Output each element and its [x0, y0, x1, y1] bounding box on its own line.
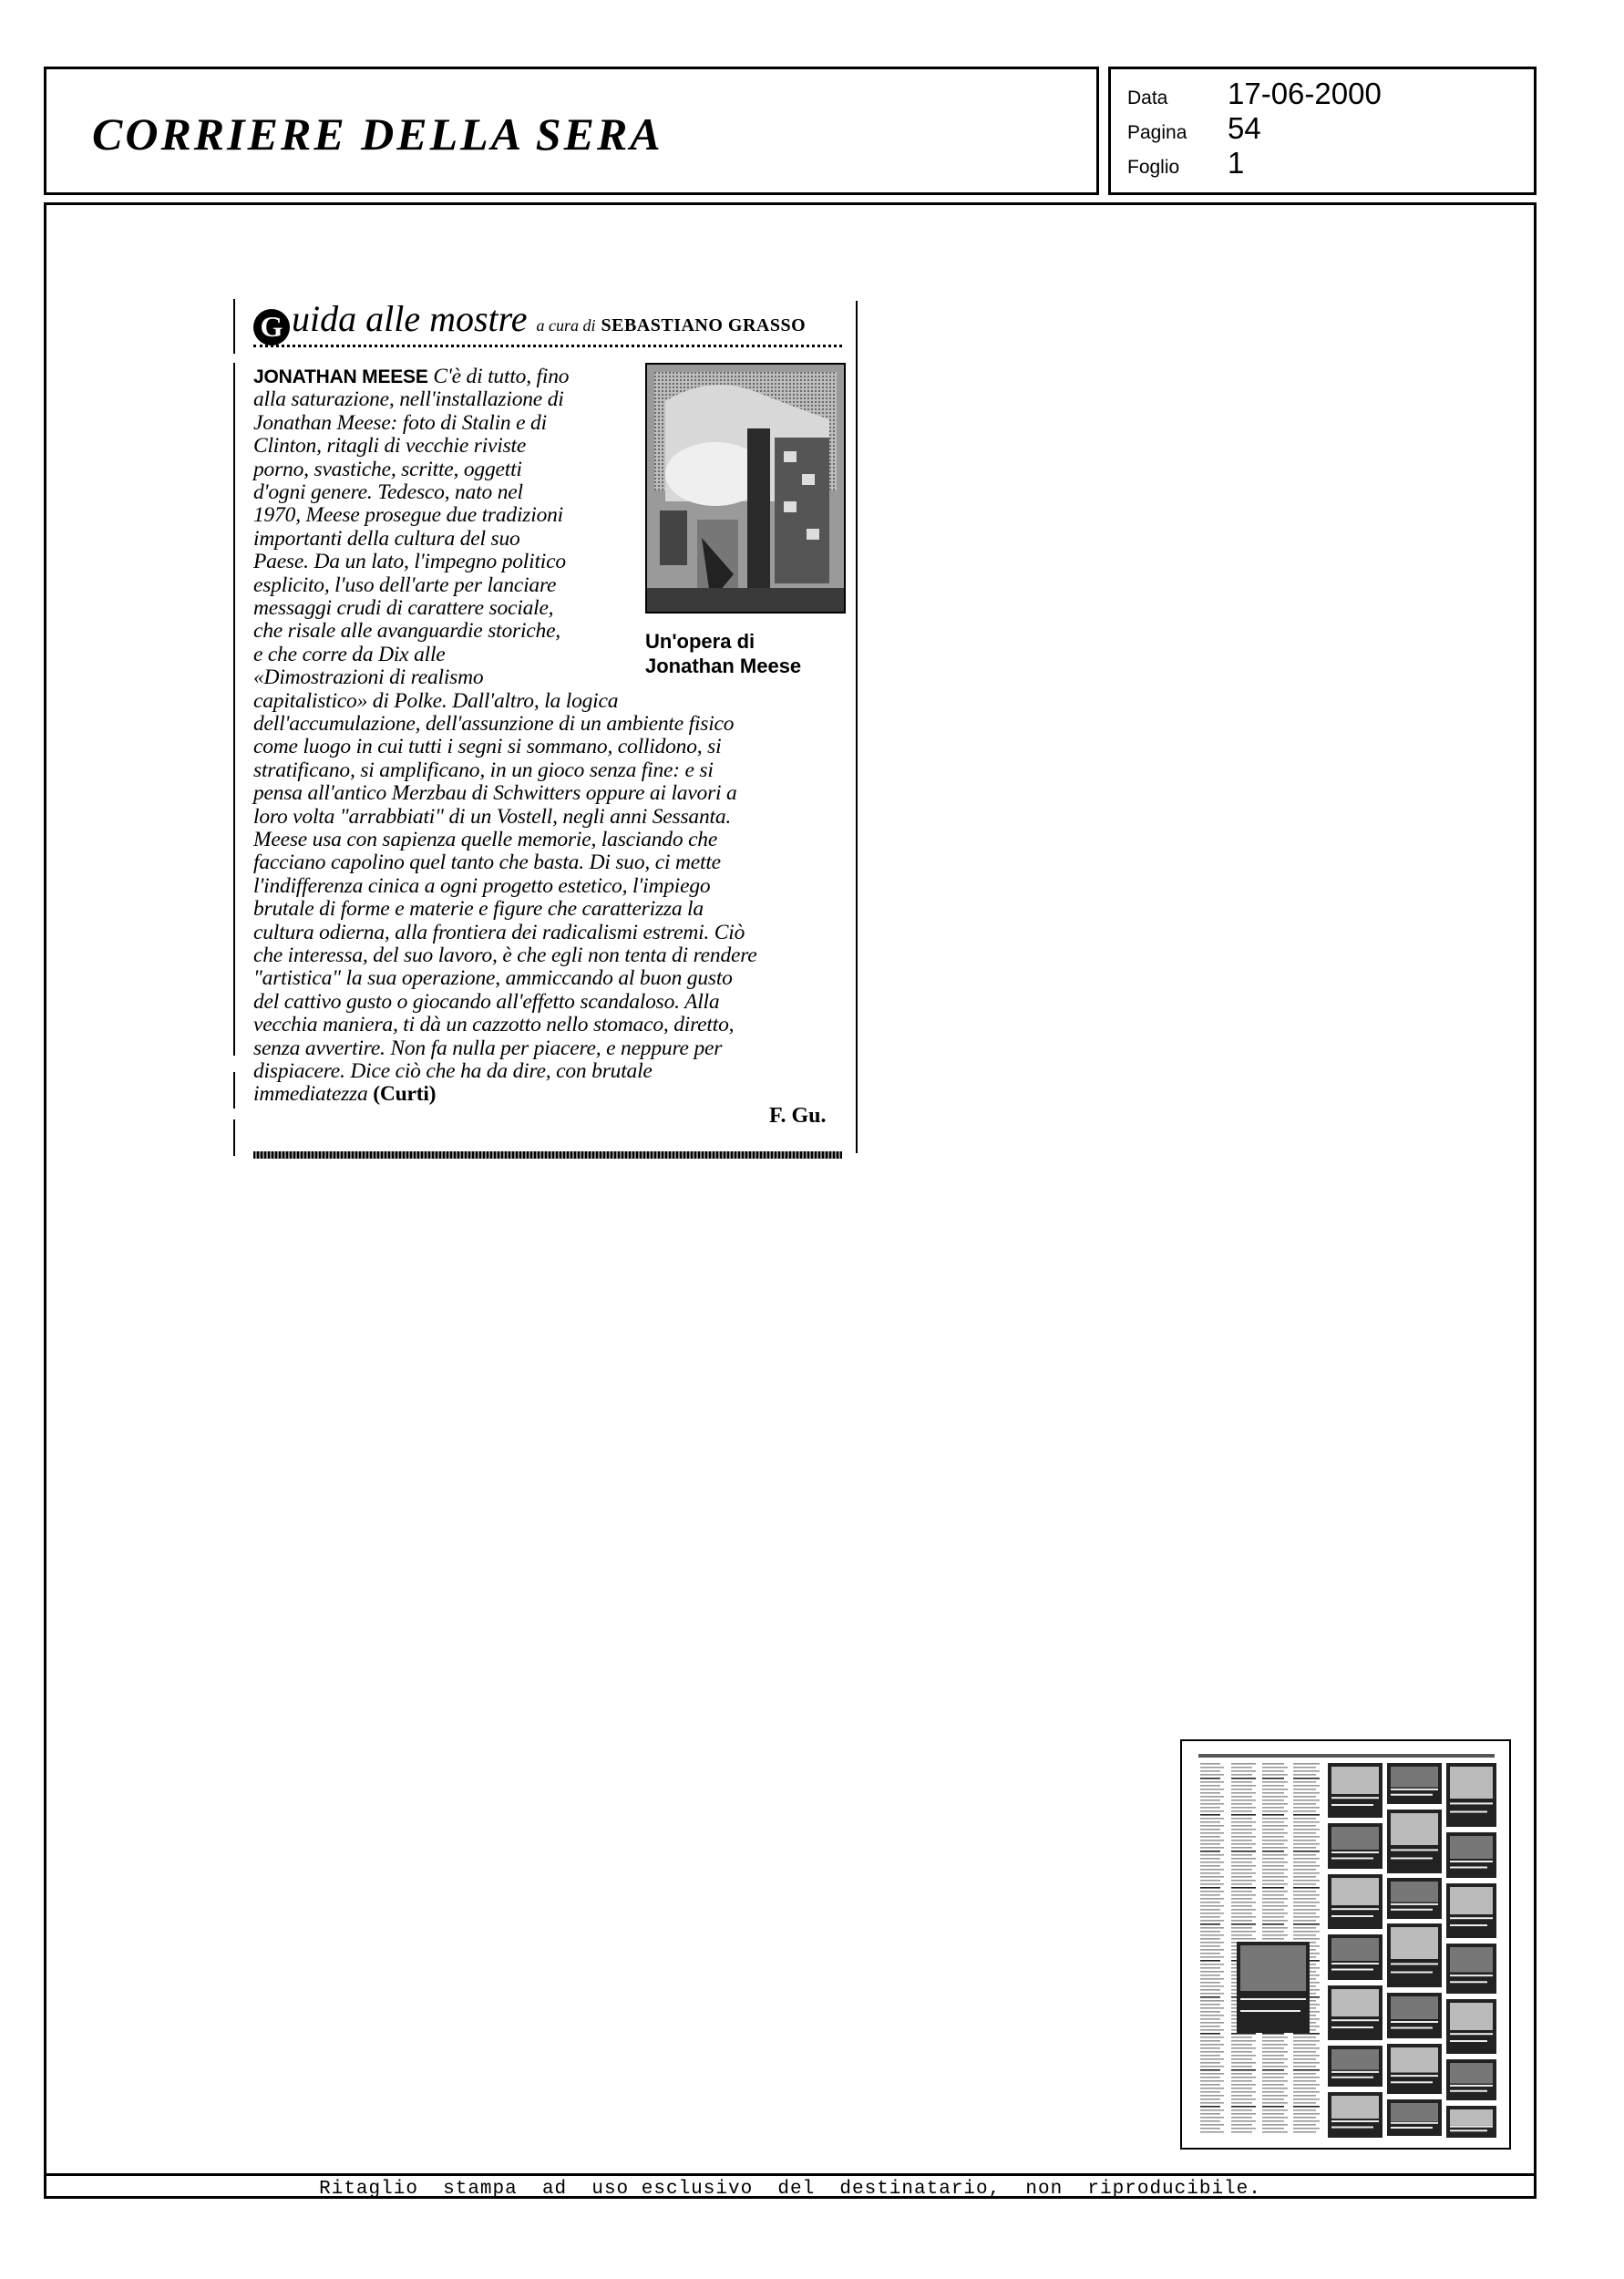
- heading-dotted-rule: [253, 345, 842, 347]
- footer-divider: [44, 2173, 1537, 2176]
- article-line: facciano capolino quel tanto che basta. Di suo, ci mette: [253, 851, 721, 875]
- footer-disclaimer: Ritaglio stampa ad uso esclusivo del destinatario, non riproducibile.: [319, 2179, 1261, 2200]
- article-line: senza avvertire. Non fa nulla per piacere, e neppure per: [253, 1036, 723, 1060]
- article-line: «Dimostrazioni di realismo: [253, 665, 484, 690]
- author-signature: F. Gu.: [769, 1104, 827, 1128]
- masthead: CORRIERE DELLA SERA: [92, 108, 663, 160]
- page-row: [1127, 111, 1261, 146]
- left-column-rule: [233, 1119, 235, 1156]
- artwork-image: [647, 365, 844, 612]
- date-value: 17-06-2000: [1228, 77, 1382, 110]
- article-line: [253, 1082, 436, 1107]
- curator-name: SEBASTIANO GRASSO: [601, 315, 807, 335]
- article-line: alla saturazione, nell'installazione di: [253, 387, 564, 412]
- column-heading: [253, 297, 807, 343]
- article-line: porno, svastiche, scritte, oggetti: [253, 457, 522, 481]
- date-row: [1127, 77, 1382, 111]
- exhibition-artist: JONATHAN MEESE: [253, 366, 428, 387]
- masthead-box: [44, 67, 1099, 195]
- page-label: Pagina: [1127, 122, 1187, 143]
- caption-line: Un'opera di: [645, 630, 755, 653]
- left-column-rule: [233, 299, 235, 354]
- sheet-row: [1127, 146, 1244, 180]
- article-line: pensa all'antico Merzbau di Schwitters oppure ai lavori a: [253, 781, 737, 806]
- artwork-photo: [645, 363, 846, 614]
- column-logo: G: [253, 309, 290, 345]
- bottom-hatched-rule: [253, 1151, 842, 1159]
- article-line: "artistica" la sua operazione, ammiccando al buon gusto: [253, 966, 733, 991]
- curator-label: a cura di: [536, 316, 596, 335]
- article-line: capitalistico» di Polke. Dall'altro, la logica: [253, 688, 619, 713]
- sheet-value: 1: [1228, 146, 1245, 180]
- article-line: 1970, Meese prosegue due tradizioni: [253, 503, 564, 528]
- article-line: Meese usa con sapienza quelle memorie, lasciando che: [253, 828, 718, 851]
- sheet-label: Foglio: [1127, 157, 1180, 178]
- left-column-rule: [233, 1072, 235, 1109]
- caption-line: Jonathan Meese: [645, 655, 802, 677]
- metadata-box: [1108, 67, 1537, 195]
- article-line: che risale alle avanguardie storiche,: [253, 619, 560, 644]
- article-line: cultura odierna, alla frontiera dei radicalismi estremi. Ciò: [253, 920, 745, 944]
- article-clipping: [233, 290, 862, 1160]
- article-line: d'ogni genere. Tedesco, nato nel: [253, 480, 523, 504]
- page-thumbnail-image: [1182, 1741, 1509, 2148]
- article-text: immediatezza: [253, 1082, 368, 1107]
- article-line: dell'accumulazione, dell'assunzione di un ambiente fisico: [253, 712, 735, 736]
- photo-caption: [645, 629, 801, 678]
- article-line: importanti della cultura del suo: [253, 526, 520, 551]
- article-line: l'indifferenza cinica a ogni progetto estetico, l'impiego: [253, 873, 711, 898]
- article-line: messaggi crudi di carattere sociale,: [253, 596, 554, 620]
- article-line: esplicito, l'uso dell'arte per lanciare: [253, 572, 557, 597]
- page-thumbnail: [1180, 1739, 1511, 2150]
- article-line: stratificano, si amplificano, in un gioco senza fine: e si: [253, 758, 714, 782]
- date-label: Data: [1127, 88, 1168, 108]
- right-column-rule: [856, 301, 858, 1153]
- article-line: Clinton, ritagli di vecchie riviste: [253, 434, 527, 459]
- article-line: Jonathan Meese: foto di Stalin e di: [253, 410, 547, 435]
- article-line: che interessa, del suo lavoro, è che egli non tenta di rendere: [253, 944, 757, 967]
- article-text: C'è di tutto, fino: [427, 365, 570, 388]
- article-line: [253, 365, 569, 389]
- article-line: brutale di forme e materie e figure che caratterizza la: [253, 897, 704, 922]
- exhibition-venue: (Curti): [373, 1082, 437, 1107]
- page-value: 54: [1228, 111, 1261, 145]
- article-line: e che corre da Dix alle: [253, 642, 446, 666]
- column-title: uida alle mostre: [292, 298, 528, 339]
- article-line: del cattivo gusto o giocando all'effetto scandaloso. Alla: [253, 989, 720, 1014]
- left-column-rule: [233, 363, 235, 1056]
- article-line: dispiacere. Dice ciò che ha da dire, con brutale: [253, 1059, 653, 1083]
- article-line: vecchia maniera, ti dà un cazzotto nello stomaco, diretto,: [253, 1013, 735, 1037]
- article-line: Paese. Da un lato, l'impegno politico: [253, 550, 566, 574]
- article-line: loro volta "arrabbiati" di un Vostell, negli anni Sessanta.: [253, 804, 732, 829]
- article-line: come luogo in cui tutti i segni si sommano, collidono, si: [253, 735, 722, 759]
